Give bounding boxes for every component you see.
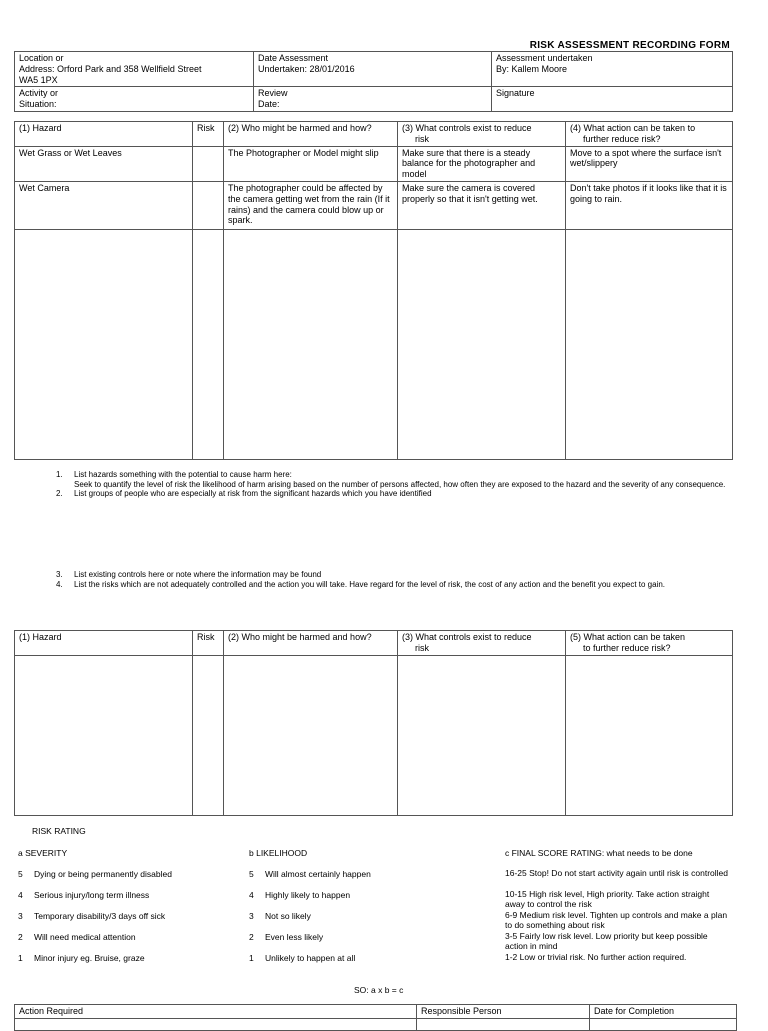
final-score-item: 3-5 Fairly low risk level. Low priority but keep possible action in mind (505, 931, 708, 951)
severity-item: 4 Serious injury/long term illness (18, 890, 150, 900)
hazard-header: (1) Hazard (15, 122, 193, 147)
note-item: 1. List hazards something with the potential to cause harm here: (56, 470, 292, 479)
hazard-cell: Wet Camera (15, 181, 193, 229)
likelihood-list (249, 869, 489, 974)
action-cell: Don't take photos if it looks like that it is going to rain. (566, 181, 733, 229)
address-value: Orford Park and 358 Wellfield Street (57, 63, 202, 74)
action-cell: Move to a spot where the surface isn't wet/slippery (566, 146, 733, 181)
note-item: Seek to quantify the level of risk the likelihood of harm arising based on the number of persons affected, how often they are exposed to the hazard and the severity of any consequence. (74, 479, 726, 489)
location-label: Location or (19, 53, 64, 63)
activity-cell (15, 87, 254, 112)
undertaken-label: Undertaken: (258, 63, 308, 74)
form-title: RISK ASSESSMENT RECORDING FORM (529, 40, 730, 51)
hazard-table-1 (14, 121, 733, 460)
note-item: 3. List existing controls here or note where the information may be found (56, 570, 322, 579)
hazard-table-2 (14, 630, 733, 816)
date-completion-header: Date for Completion (590, 1005, 737, 1019)
instructions-2 (56, 570, 728, 589)
severity-item: 2 Will need medical attention (18, 932, 136, 942)
header-table (14, 51, 733, 112)
risk-rating-title: RISK RATING (32, 826, 86, 836)
assessor-cell (492, 52, 733, 87)
action-required-header: Action Required (15, 1005, 417, 1019)
severity-list (18, 869, 248, 974)
severity-title: a SEVERITY (18, 848, 68, 858)
responsible-person-header: Responsible Person (417, 1005, 590, 1019)
table-row-empty (15, 229, 733, 459)
formula: SO: a x b = c (354, 985, 404, 995)
assessment-undertaken-label: Assessment undertaken (496, 53, 593, 63)
hazard-header: (1) Hazard (15, 631, 193, 656)
who-cell: The photographer could be affected by the camera getting wet from the rain (If it rains) and the camera could blow up or spark. (224, 181, 398, 229)
final-score-item: 16-25 Stop! Do not start activity again until risk is controlled (505, 868, 728, 878)
note-item: 4. List the risks which are not adequately controlled and the action you will take. Have regard for the level of risk, the cost of any action and the benefit you expect to gain. (56, 579, 666, 589)
controls-header: (3) What controls exist to reduce risk (398, 631, 566, 656)
risk-header: Risk (193, 122, 224, 147)
signature-cell (492, 87, 733, 112)
action-header: (4) What action can be taken to further reduce risk? (566, 122, 733, 147)
instructions-1 (56, 470, 728, 499)
risk-header: Risk (193, 631, 224, 656)
by-value: Kallem Moore (511, 63, 568, 74)
controls-cell: Make sure that there is a steady balance for the photographer and model (398, 146, 566, 181)
undertaken-value: 28/01/2016 (309, 63, 355, 74)
final-score-title: c FINAL SCORE RATING: what needs to be done (505, 848, 693, 858)
action-header: (5) What action can be taken to further reduce risk? (566, 631, 733, 656)
location-cell (15, 52, 254, 87)
address-label: Address: (19, 63, 55, 74)
severity-item: 3 Temporary disability/3 days off sick (18, 911, 166, 921)
address-line2: WA5 1PX (19, 74, 58, 85)
date-assessment-label: Date Assessment (258, 53, 329, 63)
note-item: 2. List groups of people who are especially at risk from the significant hazards which you have identified (56, 489, 432, 499)
controls-header: (3) What controls exist to reduce risk (398, 122, 566, 147)
likelihood-item: 2 Even less likely (249, 932, 324, 942)
final-score-item: 6-9 Medium risk level. Tighten up controls and make a plan to do something about risk (505, 910, 728, 930)
table-row (15, 181, 733, 229)
who-header: (2) Who might be harmed and how? (224, 122, 398, 147)
review-date-label: Date: (258, 99, 280, 110)
likelihood-item: 4 Highly likely to happen (249, 890, 351, 900)
review-cell (254, 87, 492, 112)
risk-cell (193, 146, 224, 181)
by-label: By: (496, 63, 510, 74)
likelihood-item: 3 Not so likely (249, 911, 311, 921)
table-row (15, 146, 733, 181)
severity-item: 1 Minor injury eg. Bruise, graze (18, 953, 145, 963)
severity-item: 5 Dying or being permanently disabled (18, 869, 172, 879)
signature-label: Signature (496, 88, 535, 99)
review-label: Review (258, 88, 288, 99)
likelihood-title: b LIKELIHOOD (249, 848, 308, 858)
hazard-cell: Wet Grass or Wet Leaves (15, 146, 193, 181)
likelihood-item: 1 Unlikely to happen at all (249, 953, 356, 963)
table-row-empty (15, 655, 733, 815)
final-score-item: 10-15 High risk level, High priority. Take action straight away to control the risk (505, 889, 710, 909)
date-assessment-cell (254, 52, 492, 87)
activity-label: Activity or (19, 88, 59, 99)
final-score-item: 1-2 Low or trivial risk. No further action required. (505, 952, 687, 962)
action-table (14, 1004, 737, 1031)
risk-cell (193, 181, 224, 229)
likelihood-item: 5 Will almost certainly happen (249, 869, 371, 879)
situation-label: Situation: (19, 99, 57, 110)
who-header: (2) Who might be harmed and how? (224, 631, 398, 656)
who-cell: The Photographer or Model might slip (224, 146, 398, 181)
final-score-list (505, 869, 729, 974)
controls-cell: Make sure the camera is covered properly so that it isn't getting wet. (398, 181, 566, 229)
